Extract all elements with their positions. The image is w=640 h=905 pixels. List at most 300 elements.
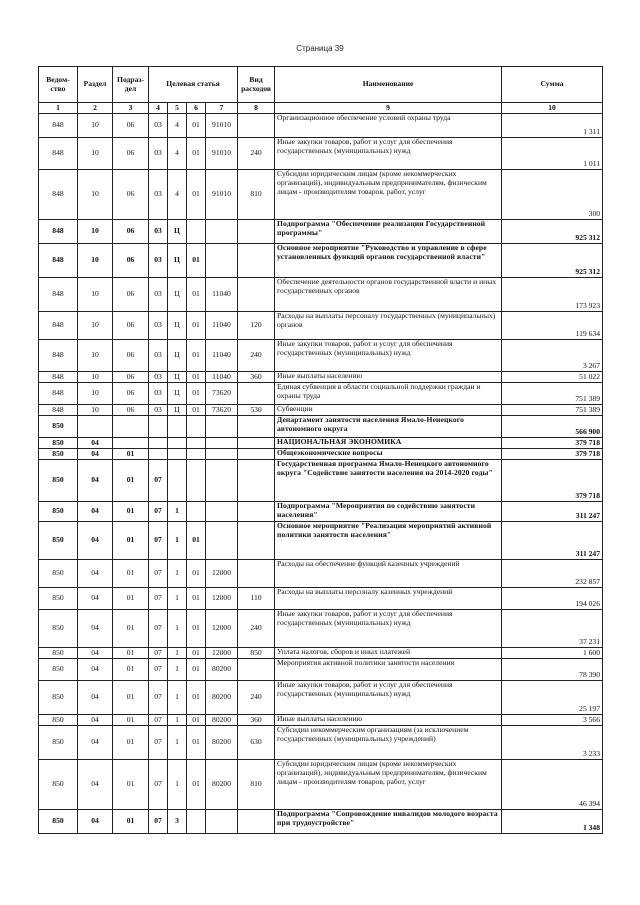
cell-naimenovanie: Расходы на выплаты персоналу государственных (муниципальных) органов bbox=[275, 312, 502, 340]
cell-razdel: 10 bbox=[78, 383, 113, 405]
cell-razdel: 10 bbox=[78, 220, 113, 244]
cell-vedomstvo: 850 bbox=[39, 715, 78, 726]
cell-cs-program: 07 bbox=[149, 760, 168, 810]
cell-vid-rashodov bbox=[238, 244, 275, 278]
cell-summa: 925 312 bbox=[502, 244, 603, 278]
cell-razdel: 04 bbox=[78, 760, 113, 810]
cell-razdel: 10 bbox=[78, 138, 113, 170]
cell-summa: 379 718 bbox=[502, 449, 603, 460]
cell-podrazdel: 06 bbox=[113, 244, 149, 278]
cell-podrazdel: 06 bbox=[113, 372, 149, 383]
cell-vedomstvo: 848 bbox=[39, 220, 78, 244]
cell-vid-rashodov: 850 bbox=[238, 648, 275, 659]
cell-cs-program: 03 bbox=[149, 138, 168, 170]
header-summa: Сумма bbox=[502, 67, 603, 103]
cell-summa: 25 197 bbox=[502, 681, 603, 715]
cell-cs-event: 01 bbox=[187, 681, 206, 715]
cell-naimenovanie: Иные закупки товаров, работ и услуг для обеспечения государственных (муниципальных) нужд bbox=[275, 610, 502, 648]
table-row bbox=[39, 220, 603, 244]
cell-vedomstvo: 850 bbox=[39, 502, 78, 522]
cell-podrazdel: 06 bbox=[113, 383, 149, 405]
cell-vedomstvo: 850 bbox=[39, 438, 78, 449]
header-vid-rashodov: Вид расходов bbox=[238, 67, 275, 103]
cell-cs-direction: 12000 bbox=[206, 588, 238, 610]
cell-cs-subprogram: 1 bbox=[168, 648, 187, 659]
cell-cs-subprogram: Ц bbox=[168, 383, 187, 405]
cell-razdel: 04 bbox=[78, 681, 113, 715]
table-row bbox=[39, 278, 603, 312]
table-row bbox=[39, 659, 603, 681]
cell-cs-direction: 73620 bbox=[206, 383, 238, 405]
cell-podrazdel: 06 bbox=[113, 138, 149, 170]
cell-razdel: 04 bbox=[78, 560, 113, 588]
cell-cs-subprogram bbox=[168, 460, 187, 502]
cell-cs-subprogram: 1 bbox=[168, 588, 187, 610]
cell-summa: 173 923 bbox=[502, 278, 603, 312]
cell-cs-subprogram: 1 bbox=[168, 502, 187, 522]
cell-naimenovanie: Иные закупки товаров, работ и услуг для обеспечения государственных (муниципальных) нужд bbox=[275, 681, 502, 715]
cell-podrazdel: 01 bbox=[113, 681, 149, 715]
cell-cs-program: 03 bbox=[149, 278, 168, 312]
cell-cs-event: 01 bbox=[187, 760, 206, 810]
cell-cs-direction bbox=[206, 220, 238, 244]
cell-naimenovanie: Мероприятия активной политики занятости населения bbox=[275, 659, 502, 681]
cell-cs-event bbox=[187, 438, 206, 449]
cell-summa: 379 718 bbox=[502, 438, 603, 449]
cell-razdel: 04 bbox=[78, 460, 113, 502]
cell-podrazdel bbox=[113, 416, 149, 438]
cell-razdel: 10 bbox=[78, 312, 113, 340]
cell-cs-program: 07 bbox=[149, 659, 168, 681]
cell-cs-direction bbox=[206, 438, 238, 449]
cell-cs-direction: 80200 bbox=[206, 726, 238, 760]
table-row bbox=[39, 383, 603, 405]
cell-summa: 3 566 bbox=[502, 715, 603, 726]
cell-podrazdel: 01 bbox=[113, 522, 149, 560]
cell-cs-program: 07 bbox=[149, 726, 168, 760]
cell-vedomstvo: 850 bbox=[39, 560, 78, 588]
table-header-row bbox=[39, 67, 603, 103]
cell-razdel: 04 bbox=[78, 438, 113, 449]
cell-cs-event: 01 bbox=[187, 170, 206, 220]
cell-razdel: 10 bbox=[78, 278, 113, 312]
cell-podrazdel: 06 bbox=[113, 170, 149, 220]
cell-podrazdel: 01 bbox=[113, 449, 149, 460]
cell-podrazdel: 01 bbox=[113, 810, 149, 834]
cell-cs-subprogram: 4 bbox=[168, 114, 187, 138]
cell-cs-direction: 73620 bbox=[206, 405, 238, 416]
cell-cs-program: 03 bbox=[149, 244, 168, 278]
cell-cs-direction bbox=[206, 244, 238, 278]
cell-summa: 232 857 bbox=[502, 560, 603, 588]
cell-cs-event: 01 bbox=[187, 372, 206, 383]
cell-cs-event bbox=[187, 810, 206, 834]
cell-cs-direction bbox=[206, 449, 238, 460]
cell-razdel: 04 bbox=[78, 502, 113, 522]
cell-cs-program bbox=[149, 449, 168, 460]
cell-podrazdel: 01 bbox=[113, 502, 149, 522]
cell-razdel: 10 bbox=[78, 114, 113, 138]
cell-summa: 119 634 bbox=[502, 312, 603, 340]
cell-cs-event bbox=[187, 449, 206, 460]
cell-summa: 3 267 bbox=[502, 340, 603, 372]
table-row bbox=[39, 810, 603, 834]
cell-naimenovanie: Субсидии юридическим лицам (кроме некоммерческих организаций), индивидуальным предпринимателям, физическим лицам - производителям товаров, работ, услуг bbox=[275, 760, 502, 810]
cell-naimenovanie: Подпрограмма "Сопровождение инвалидов молодого возраста при трудоустройстве" bbox=[275, 810, 502, 834]
cell-razdel: 04 bbox=[78, 522, 113, 560]
cell-summa: 194 026 bbox=[502, 588, 603, 610]
cell-cs-event: 01 bbox=[187, 340, 206, 372]
cell-vid-rashodov: 110 bbox=[238, 588, 275, 610]
cell-naimenovanie: НАЦИОНАЛЬНАЯ ЭКОНОМИКА bbox=[275, 438, 502, 449]
cell-cs-event: 01 bbox=[187, 560, 206, 588]
cell-vid-rashodov bbox=[238, 560, 275, 588]
header-razdel: Раздел bbox=[78, 67, 113, 103]
table-row bbox=[39, 114, 603, 138]
cell-cs-program: 03 bbox=[149, 114, 168, 138]
cell-naimenovanie: Субсидии некоммерческим организациям (за исключением государственных (муниципальных) учреждений) bbox=[275, 726, 502, 760]
cell-cs-event: 01 bbox=[187, 405, 206, 416]
cell-vid-rashodov bbox=[238, 114, 275, 138]
cell-summa: 1 311 bbox=[502, 114, 603, 138]
cell-razdel: 10 bbox=[78, 170, 113, 220]
column-number-row bbox=[39, 103, 603, 114]
cell-podrazdel bbox=[113, 438, 149, 449]
cell-cs-subprogram: 1 bbox=[168, 760, 187, 810]
cell-vedomstvo: 848 bbox=[39, 405, 78, 416]
cell-cs-program: 03 bbox=[149, 405, 168, 416]
cell-cs-subprogram: 1 bbox=[168, 659, 187, 681]
cell-vid-rashodov bbox=[238, 416, 275, 438]
cell-cs-subprogram bbox=[168, 438, 187, 449]
table-row bbox=[39, 648, 603, 659]
cell-podrazdel: 01 bbox=[113, 588, 149, 610]
cell-vedomstvo: 850 bbox=[39, 681, 78, 715]
cell-vedomstvo: 848 bbox=[39, 340, 78, 372]
cell-vid-rashodov: 630 bbox=[238, 726, 275, 760]
cell-summa: 300 bbox=[502, 170, 603, 220]
cell-razdel: 04 bbox=[78, 610, 113, 648]
cell-cs-program: 03 bbox=[149, 372, 168, 383]
table-row bbox=[39, 760, 603, 810]
column-number: 3 bbox=[113, 103, 149, 114]
cell-razdel: 04 bbox=[78, 726, 113, 760]
cell-naimenovanie: Иные выплаты населению bbox=[275, 372, 502, 383]
table-row bbox=[39, 244, 603, 278]
cell-vedomstvo: 850 bbox=[39, 522, 78, 560]
cell-vid-rashodov bbox=[238, 220, 275, 244]
column-number: 5 bbox=[168, 103, 187, 114]
cell-vedomstvo: 850 bbox=[39, 588, 78, 610]
table-row bbox=[39, 522, 603, 560]
cell-vedomstvo: 848 bbox=[39, 244, 78, 278]
cell-cs-event: 01 bbox=[187, 383, 206, 405]
cell-cs-subprogram: Ц bbox=[168, 405, 187, 416]
cell-vid-rashodov: 530 bbox=[238, 405, 275, 416]
cell-cs-program: 07 bbox=[149, 588, 168, 610]
cell-cs-program: 07 bbox=[149, 460, 168, 502]
cell-cs-direction bbox=[206, 522, 238, 560]
cell-vid-rashodov: 360 bbox=[238, 715, 275, 726]
cell-podrazdel: 01 bbox=[113, 560, 149, 588]
cell-cs-subprogram: Ц bbox=[168, 244, 187, 278]
cell-cs-subprogram: 1 bbox=[168, 522, 187, 560]
cell-vid-rashodov bbox=[238, 502, 275, 522]
cell-summa: 1 600 bbox=[502, 648, 603, 659]
cell-cs-program bbox=[149, 416, 168, 438]
cell-naimenovanie: Основное мероприятие "Реализация мероприятий активной политики занятости населения" bbox=[275, 522, 502, 560]
cell-cs-event: 01 bbox=[187, 726, 206, 760]
cell-cs-event: 01 bbox=[187, 114, 206, 138]
cell-podrazdel: 01 bbox=[113, 760, 149, 810]
cell-naimenovanie: Обеспечение деятельности органов государственной власти и иных государственных органов bbox=[275, 278, 502, 312]
cell-naimenovanie: Основное мероприятие "Руководство и управление в сфере установленных функций органов государственной власти" bbox=[275, 244, 502, 278]
cell-naimenovanie: Расходы на обеспечение функций казенных учреждений bbox=[275, 560, 502, 588]
cell-vid-rashodov: 240 bbox=[238, 681, 275, 715]
cell-cs-direction: 11040 bbox=[206, 312, 238, 340]
cell-podrazdel: 06 bbox=[113, 312, 149, 340]
header-vedomstvo: Ведом-ство bbox=[39, 67, 78, 103]
cell-naimenovanie: Государственная программа Ямало-Ненецкого автономного округа "Содействие занятости населения на 2014-2020 годы" bbox=[275, 460, 502, 502]
cell-summa: 379 718 bbox=[502, 460, 603, 502]
cell-naimenovanie: Общеэкономические вопросы bbox=[275, 449, 502, 460]
table-row bbox=[39, 405, 603, 416]
cell-cs-event: 01 bbox=[187, 610, 206, 648]
cell-cs-direction: 11040 bbox=[206, 372, 238, 383]
table-row bbox=[39, 681, 603, 715]
cell-cs-direction: 91010 bbox=[206, 114, 238, 138]
table-row bbox=[39, 340, 603, 372]
cell-vedomstvo: 850 bbox=[39, 726, 78, 760]
cell-razdel: 04 bbox=[78, 449, 113, 460]
cell-cs-direction: 91010 bbox=[206, 170, 238, 220]
cell-cs-event: 01 bbox=[187, 588, 206, 610]
column-number: 1 bbox=[39, 103, 78, 114]
cell-cs-subprogram: 1 bbox=[168, 560, 187, 588]
cell-cs-program: 03 bbox=[149, 383, 168, 405]
cell-cs-direction: 91010 bbox=[206, 138, 238, 170]
cell-cs-subprogram: 1 bbox=[168, 726, 187, 760]
cell-podrazdel: 01 bbox=[113, 648, 149, 659]
cell-vid-rashodov bbox=[238, 810, 275, 834]
cell-vedomstvo: 848 bbox=[39, 138, 78, 170]
cell-cs-subprogram: 4 bbox=[168, 138, 187, 170]
cell-vid-rashodov: 240 bbox=[238, 340, 275, 372]
table-row bbox=[39, 715, 603, 726]
cell-cs-direction bbox=[206, 460, 238, 502]
cell-summa: 37 231 bbox=[502, 610, 603, 648]
cell-cs-direction: 11040 bbox=[206, 340, 238, 372]
column-number: 9 bbox=[275, 103, 502, 114]
cell-podrazdel: 01 bbox=[113, 460, 149, 502]
cell-cs-subprogram: 1 bbox=[168, 715, 187, 726]
cell-naimenovanie: Иные закупки товаров, работ и услуг для обеспечения государственных (муниципальных) нужд bbox=[275, 138, 502, 170]
cell-vedomstvo: 850 bbox=[39, 760, 78, 810]
column-number: 8 bbox=[238, 103, 275, 114]
column-number: 6 bbox=[187, 103, 206, 114]
cell-cs-program: 03 bbox=[149, 340, 168, 372]
cell-cs-direction: 80200 bbox=[206, 681, 238, 715]
cell-cs-direction: 12000 bbox=[206, 560, 238, 588]
cell-podrazdel: 06 bbox=[113, 220, 149, 244]
cell-cs-event bbox=[187, 460, 206, 502]
cell-cs-event: 01 bbox=[187, 659, 206, 681]
cell-vid-rashodov: 240 bbox=[238, 610, 275, 648]
table-row bbox=[39, 449, 603, 460]
cell-vid-rashodov bbox=[238, 438, 275, 449]
cell-cs-event bbox=[187, 220, 206, 244]
table-row bbox=[39, 438, 603, 449]
cell-cs-event: 01 bbox=[187, 522, 206, 560]
table-row bbox=[39, 502, 603, 522]
cell-razdel: 10 bbox=[78, 372, 113, 383]
cell-cs-subprogram: Ц bbox=[168, 372, 187, 383]
cell-vedomstvo: 850 bbox=[39, 648, 78, 659]
table-row bbox=[39, 312, 603, 340]
cell-summa: 751 389 bbox=[502, 405, 603, 416]
column-number: 10 bbox=[502, 103, 603, 114]
cell-summa: 3 233 bbox=[502, 726, 603, 760]
cell-vedomstvo: 850 bbox=[39, 449, 78, 460]
table-row bbox=[39, 372, 603, 383]
table-row bbox=[39, 726, 603, 760]
cell-cs-program bbox=[149, 438, 168, 449]
cell-cs-program: 07 bbox=[149, 810, 168, 834]
cell-naimenovanie: Уплата налогов, сборов и иных платежей bbox=[275, 648, 502, 659]
table-body bbox=[39, 114, 603, 834]
cell-vid-rashodov: 240 bbox=[238, 138, 275, 170]
cell-naimenovanie: Подпрограмма "Мероприятия по содействию занятости населения" bbox=[275, 502, 502, 522]
cell-summa: 46 394 bbox=[502, 760, 603, 810]
header-podrazdel: Подраз-дел bbox=[113, 67, 149, 103]
budget-table bbox=[38, 66, 603, 834]
cell-cs-direction: 80200 bbox=[206, 715, 238, 726]
cell-cs-event: 01 bbox=[187, 278, 206, 312]
column-number: 7 bbox=[206, 103, 238, 114]
cell-cs-program: 07 bbox=[149, 502, 168, 522]
cell-vid-rashodov bbox=[238, 522, 275, 560]
cell-razdel: 10 bbox=[78, 244, 113, 278]
cell-summa: 1 011 bbox=[502, 138, 603, 170]
cell-cs-direction bbox=[206, 502, 238, 522]
cell-vid-rashodov: 810 bbox=[238, 760, 275, 810]
column-number: 4 bbox=[149, 103, 168, 114]
cell-vedomstvo: 848 bbox=[39, 312, 78, 340]
header-celevaya-statya: Целевая статья bbox=[149, 67, 238, 103]
cell-naimenovanie: Субсидии юридическим лицам (кроме некоммерческих организаций), индивидуальным предпринимателям, физическим лицам - производителям товаров, работ, услуг bbox=[275, 170, 502, 220]
cell-cs-subprogram: Ц bbox=[168, 278, 187, 312]
cell-summa: 51 022 bbox=[502, 372, 603, 383]
cell-naimenovanie: Департамент занятости населения Ямало-Ненецкого автономного округа bbox=[275, 416, 502, 438]
cell-cs-event bbox=[187, 502, 206, 522]
table-row bbox=[39, 560, 603, 588]
column-number: 2 bbox=[78, 103, 113, 114]
cell-vid-rashodov bbox=[238, 278, 275, 312]
cell-vedomstvo: 850 bbox=[39, 610, 78, 648]
cell-cs-direction: 80200 bbox=[206, 659, 238, 681]
cell-vedomstvo: 848 bbox=[39, 278, 78, 312]
cell-naimenovanie: Расходы на выплаты персоналу казенных учреждений bbox=[275, 588, 502, 610]
cell-cs-program: 03 bbox=[149, 312, 168, 340]
page-number-header: Страница 39 bbox=[296, 44, 344, 53]
cell-cs-event: 01 bbox=[187, 648, 206, 659]
cell-naimenovanie: Подпрограмма "Обеспечение реализации Государственной программы" bbox=[275, 220, 502, 244]
cell-cs-subprogram: Ц bbox=[168, 340, 187, 372]
cell-naimenovanie: Организационное обеспечение условий охраны труда bbox=[275, 114, 502, 138]
cell-cs-subprogram: Ц bbox=[168, 220, 187, 244]
cell-summa: 751 389 bbox=[502, 383, 603, 405]
cell-vedomstvo: 848 bbox=[39, 170, 78, 220]
cell-cs-event: 01 bbox=[187, 244, 206, 278]
cell-vid-rashodov: 120 bbox=[238, 312, 275, 340]
cell-vedomstvo: 850 bbox=[39, 659, 78, 681]
cell-vedomstvo: 848 bbox=[39, 383, 78, 405]
cell-cs-subprogram: 4 bbox=[168, 170, 187, 220]
cell-razdel: 04 bbox=[78, 648, 113, 659]
cell-razdel: 04 bbox=[78, 588, 113, 610]
cell-cs-program: 07 bbox=[149, 715, 168, 726]
cell-podrazdel: 06 bbox=[113, 278, 149, 312]
cell-podrazdel: 01 bbox=[113, 659, 149, 681]
cell-vid-rashodov: 810 bbox=[238, 170, 275, 220]
cell-vid-rashodov bbox=[238, 449, 275, 460]
cell-cs-subprogram: 1 bbox=[168, 610, 187, 648]
cell-summa: 566 900 bbox=[502, 416, 603, 438]
cell-vedomstvo: 848 bbox=[39, 372, 78, 383]
cell-cs-event: 01 bbox=[187, 312, 206, 340]
cell-cs-event bbox=[187, 416, 206, 438]
cell-vedomstvo: 850 bbox=[39, 460, 78, 502]
cell-vedomstvo: 850 bbox=[39, 416, 78, 438]
table-row bbox=[39, 610, 603, 648]
cell-razdel: 04 bbox=[78, 715, 113, 726]
cell-naimenovanie: Иные выплаты населению bbox=[275, 715, 502, 726]
header-naimenovanie: Наименование bbox=[275, 67, 502, 103]
cell-podrazdel: 06 bbox=[113, 114, 149, 138]
cell-vid-rashodov: 360 bbox=[238, 372, 275, 383]
cell-podrazdel: 06 bbox=[113, 405, 149, 416]
table-row bbox=[39, 460, 603, 502]
cell-vid-rashodov bbox=[238, 383, 275, 405]
cell-razdel: 04 bbox=[78, 659, 113, 681]
cell-cs-event: 01 bbox=[187, 715, 206, 726]
cell-cs-event: 01 bbox=[187, 138, 206, 170]
cell-cs-subprogram bbox=[168, 449, 187, 460]
cell-vid-rashodov bbox=[238, 659, 275, 681]
cell-cs-program: 07 bbox=[149, 522, 168, 560]
cell-podrazdel: 01 bbox=[113, 610, 149, 648]
cell-summa: 1 348 bbox=[502, 810, 603, 834]
cell-cs-direction: 11040 bbox=[206, 278, 238, 312]
cell-naimenovanie: Субвенции bbox=[275, 405, 502, 416]
cell-razdel: 10 bbox=[78, 340, 113, 372]
cell-cs-direction bbox=[206, 810, 238, 834]
cell-cs-direction: 12000 bbox=[206, 610, 238, 648]
cell-naimenovanie: Единая субвенция в области социальной поддержки граждан и охраны труда bbox=[275, 383, 502, 405]
cell-cs-direction bbox=[206, 416, 238, 438]
cell-vedomstvo: 848 bbox=[39, 114, 78, 138]
table-row bbox=[39, 170, 603, 220]
cell-cs-subprogram bbox=[168, 416, 187, 438]
cell-naimenovanie: Иные закупки товаров, работ и услуг для обеспечения государственных (муниципальных) нужд bbox=[275, 340, 502, 372]
table-row bbox=[39, 588, 603, 610]
cell-cs-subprogram: 1 bbox=[168, 681, 187, 715]
cell-vedomstvo: 850 bbox=[39, 810, 78, 834]
cell-cs-program: 03 bbox=[149, 220, 168, 244]
cell-cs-program: 07 bbox=[149, 610, 168, 648]
cell-cs-program: 07 bbox=[149, 560, 168, 588]
cell-cs-direction: 80200 bbox=[206, 760, 238, 810]
